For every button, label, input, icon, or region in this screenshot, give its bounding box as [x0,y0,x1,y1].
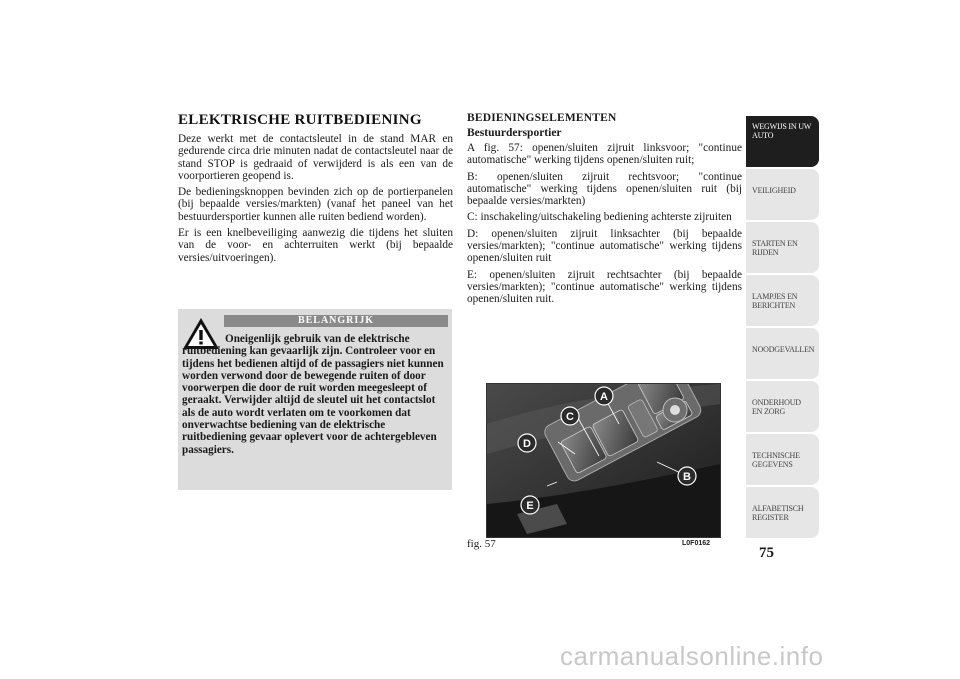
callout-b [678,467,696,485]
svg-text:E: E [526,500,534,512]
control-item-b: B: openen/sluiten zijruit rechtsvoor; "continue automatische" werking tijdens openen/sluiten ruit (bij bepaalde versies/markten) [467,170,742,208]
section-title: ELEKTRISCHE RUITBEDIENING [178,112,422,128]
callout-c [561,407,579,425]
right-column [467,112,742,310]
svg-text:C: C [566,411,574,423]
warning-label: BELANGRIJK [224,315,448,327]
warning-text: Oneigenlijk gebruik van de elektrische ruitbediening kan gevaarlijk zijn. Controleer voor en tijdens het bedienen altijd of de passagiers niet kunnen worden verwond door de bewegende ruiten of door voorwerpen die door de ruit worden meegesleept of geraakt. Verwijder altijd de sleutel uit het contactslot als de auto wordt verlaten om te voorkomen dat onverwachtse bediening van de elektrische ruitbediening gevaar oplevert voor de achtergebleven passagiers. [182,333,444,456]
warning-box [178,309,452,490]
paragraph: De bedieningsknoppen bevinden zich op de portierpanelen (bij bepaalde versies/markten) (vanaf het paneel van het bestuurdersportier kunnen alle ruiten bediend worden). [178,186,453,223]
door-panel-illustration [487,384,720,537]
chapter-tabs [746,116,819,540]
driver-door-subheading: Bestuurdersportier [467,127,562,139]
tab-starten[interactable]: STARTEN EN RIJDEN [746,222,819,273]
callout-a [595,387,613,405]
tab-technische[interactable]: TECHNISCHE GEGEVENS [746,434,819,485]
tab-lampjes[interactable]: LAMPJES EN BERICHTEN [746,275,819,326]
svg-text:B: B [683,471,691,483]
control-item-c: C: inschakeling/uitschakeling bediening achterste zijruiten [467,211,732,224]
watermark: carmanualsonline.info [560,641,824,671]
callout-e [521,496,539,514]
page-number: 75 [759,545,774,561]
control-item-a: A fig. 57: openen/sluiten zijruit linksvoor; "continue automatische" werking tijdens openen/sluiten ruit; [467,142,742,167]
svg-text:D: D [523,438,531,450]
figure-code: L0F0162 [682,540,711,547]
tab-veiligheid[interactable]: VEILIGHEID [746,169,819,220]
figure-caption: fig. 57 [467,538,496,550]
control-item-e: E: openen/sluiten zijruit rechtsachter (bij bepaalde versies/markten); "continue automatische" werking tijdens openen/sluiten ruit. [467,268,742,306]
paragraph: Deze werkt met de contactsleutel in de stand MAR en gedurende circa drie minuten nadat de contactsleutel naar de stand STOP is gedraaid of verwijderd is als een van de voorportieren geopend is. [178,133,453,182]
left-column [178,112,453,268]
tab-onderhoud[interactable]: ONDERHOUD EN ZORG [746,381,819,432]
window-switch-figure [486,383,721,538]
callout-d [518,434,536,452]
controls-heading: BEDIENINGSELEMENTEN [467,112,617,124]
paragraph: Er is een knelbeveiliging aanwezig die tijdens het sluiten van de voor- en achterruiten werkt (bij bepaalde versies/uitvoeringen). [178,227,453,264]
control-item-d: D: openen/sluiten zijruit linksachter (bij bepaalde versies/markten); "continue automatische" werking tijdens openen/sluiten ruit [467,227,742,265]
tab-noodgevallen[interactable]: NOODGEVALLEN [746,328,819,379]
tab-wegwijs[interactable]: WEGWIJS IN UW AUTO [746,116,819,167]
tab-alfabetisch[interactable]: ALFABETISCH REGISTER [746,487,819,538]
svg-text:A: A [600,391,608,403]
